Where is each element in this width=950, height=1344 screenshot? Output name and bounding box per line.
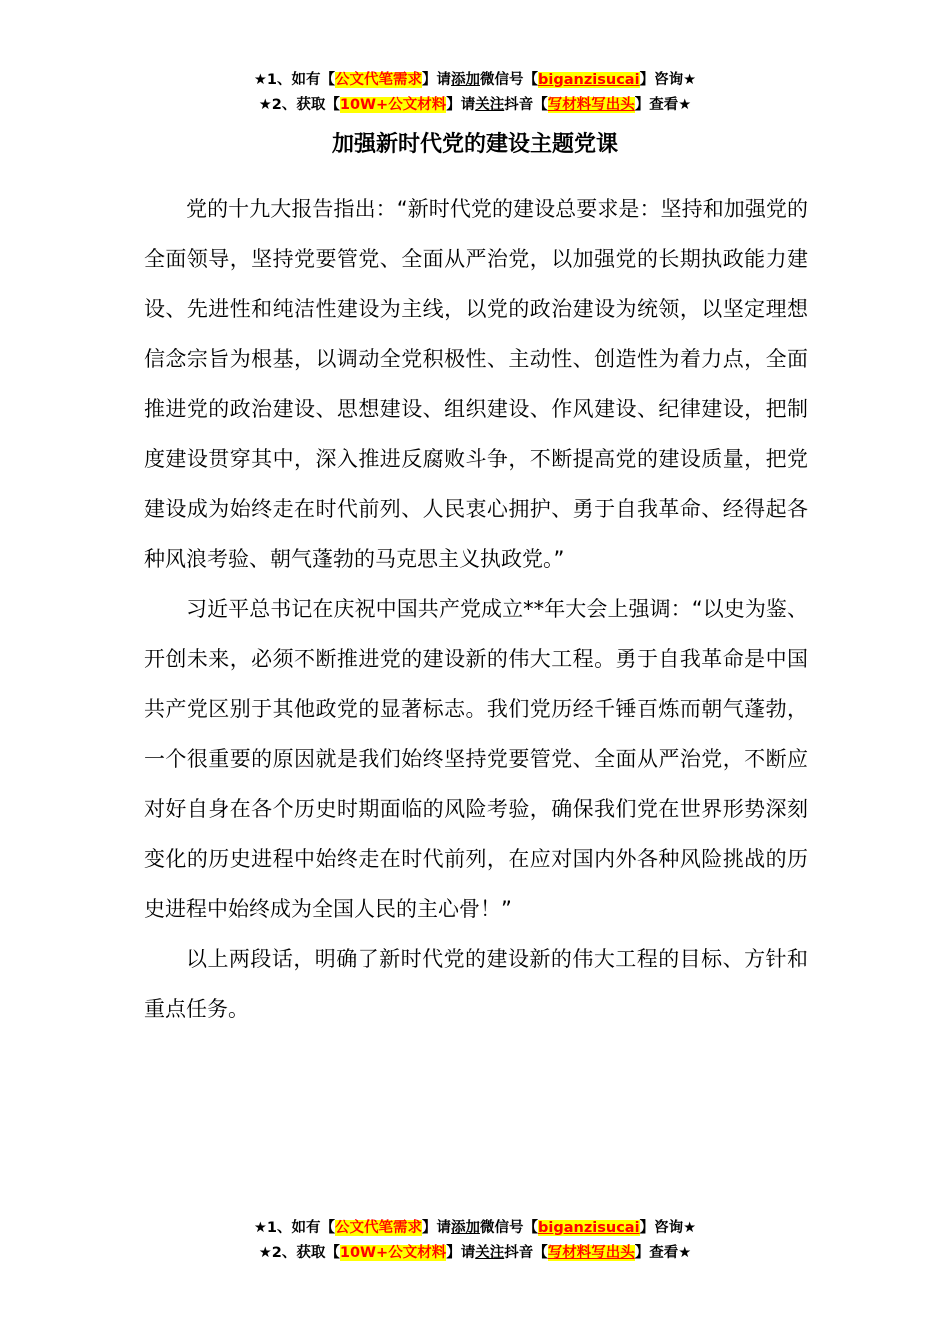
paragraph-2: 习近平总书记在庆祝中国共产党成立**年大会上强调：“以史为鉴、开创未来，必须不断推进党的建设新的伟大工程。勇于自我革命是中国共产党区别于其他政党的显著标志。我们党历经千锤百炼而朝气蓬勃，一个很重要的原因就是我们始终坚持党要管党、全面从严治党，不断应对好自身在各个历史时期面临的风险考验，确保我们党在世界形势深刻变化的历史进程中始终走在时代前列，在应对国内外各种风险挑战的历史进程中始终成为全国人民的主心骨！” (144, 597, 808, 921)
promo-line-1-middle-b: 微信号【 (480, 72, 539, 88)
wechat-id-link[interactable]: biganzisucai (538, 1220, 640, 1236)
promo-line-2 (0, 93, 950, 118)
promo-line-2-prefix: ★2、获取【 (258, 97, 340, 113)
wechat-id-link[interactable]: biganzisucai (538, 72, 640, 88)
promo-service-highlight: 公文代笔需求 (335, 1220, 423, 1236)
promo-banner-bottom (0, 1216, 950, 1266)
promo-line-1-middle-a: 】请 (422, 1220, 452, 1236)
douyin-account-link[interactable]: 写材料写出头 (547, 97, 635, 113)
promo-line-2-prefix: ★2、获取【 (258, 1245, 340, 1261)
promo-line-1-suffix: 】咨询★ (639, 72, 697, 88)
promo-banner-top (0, 68, 950, 118)
paragraph-3: 以上两段话，明确了新时代党的建设新的伟大工程的目标、方针和重点任务。 (144, 947, 808, 1021)
promo-line-1 (0, 1216, 950, 1241)
promo-line-2-middle-a: 】请 (446, 97, 476, 113)
promo-line-1-prefix: ★1、如有【 (253, 1220, 336, 1236)
promo-line-2-emph: 关注 (475, 1245, 505, 1261)
promo-line-2-middle-b: 抖音【 (504, 97, 548, 113)
promo-line-2 (0, 1241, 950, 1266)
promo-line-2-middle-b: 抖音【 (504, 1245, 548, 1261)
promo-line-1-middle-b: 微信号【 (480, 1220, 539, 1236)
promo-line-1-emph: 添加 (451, 72, 481, 88)
promo-line-1-suffix: 】咨询★ (639, 1220, 697, 1236)
paragraph-1: 党的十九大报告指出：“新时代党的建设总要求是：坚持和加强党的全面领导，坚持党要管党、全面从严治党，以加强党的长期执政能力建设、先进性和纯洁性建设为主线，以党的政治建设为统领，以坚定理想信念宗旨为根基，以调动全党积极性、主动性、创造性为着力点，全面推进党的政治建设、思想建设、组织建设、作风建设、纪律建设，把制度建设贯穿其中，深入推进反腐败斗争，不断提高党的建设质量，把党建设成为始终走在时代前列、人民衷心拥护、勇于自我革命、经得起各种风浪考验、朝气蓬勃的马克思主义执政党。” (144, 197, 808, 571)
promo-service-highlight: 公文代笔需求 (335, 72, 423, 88)
promo-line-2-suffix: 】查看★ (634, 1245, 692, 1261)
promo-line-2-emph: 关注 (475, 97, 505, 113)
promo-line-1-prefix: ★1、如有【 (253, 72, 336, 88)
promo-line-2-suffix: 】查看★ (634, 97, 692, 113)
promo-materials-highlight: 10W+公文材料 (339, 1245, 447, 1261)
promo-line-1-middle-a: 】请 (422, 72, 452, 88)
promo-materials-highlight: 10W+公文材料 (339, 97, 447, 113)
document-title: 加强新时代党的建设主题党课 (331, 132, 618, 157)
promo-line-2-middle-a: 】请 (446, 1245, 476, 1261)
douyin-account-link[interactable]: 写材料写出头 (547, 1245, 635, 1261)
promo-line-1-emph: 添加 (451, 1220, 481, 1236)
promo-line-1 (0, 68, 950, 93)
document-body (144, 184, 808, 1034)
